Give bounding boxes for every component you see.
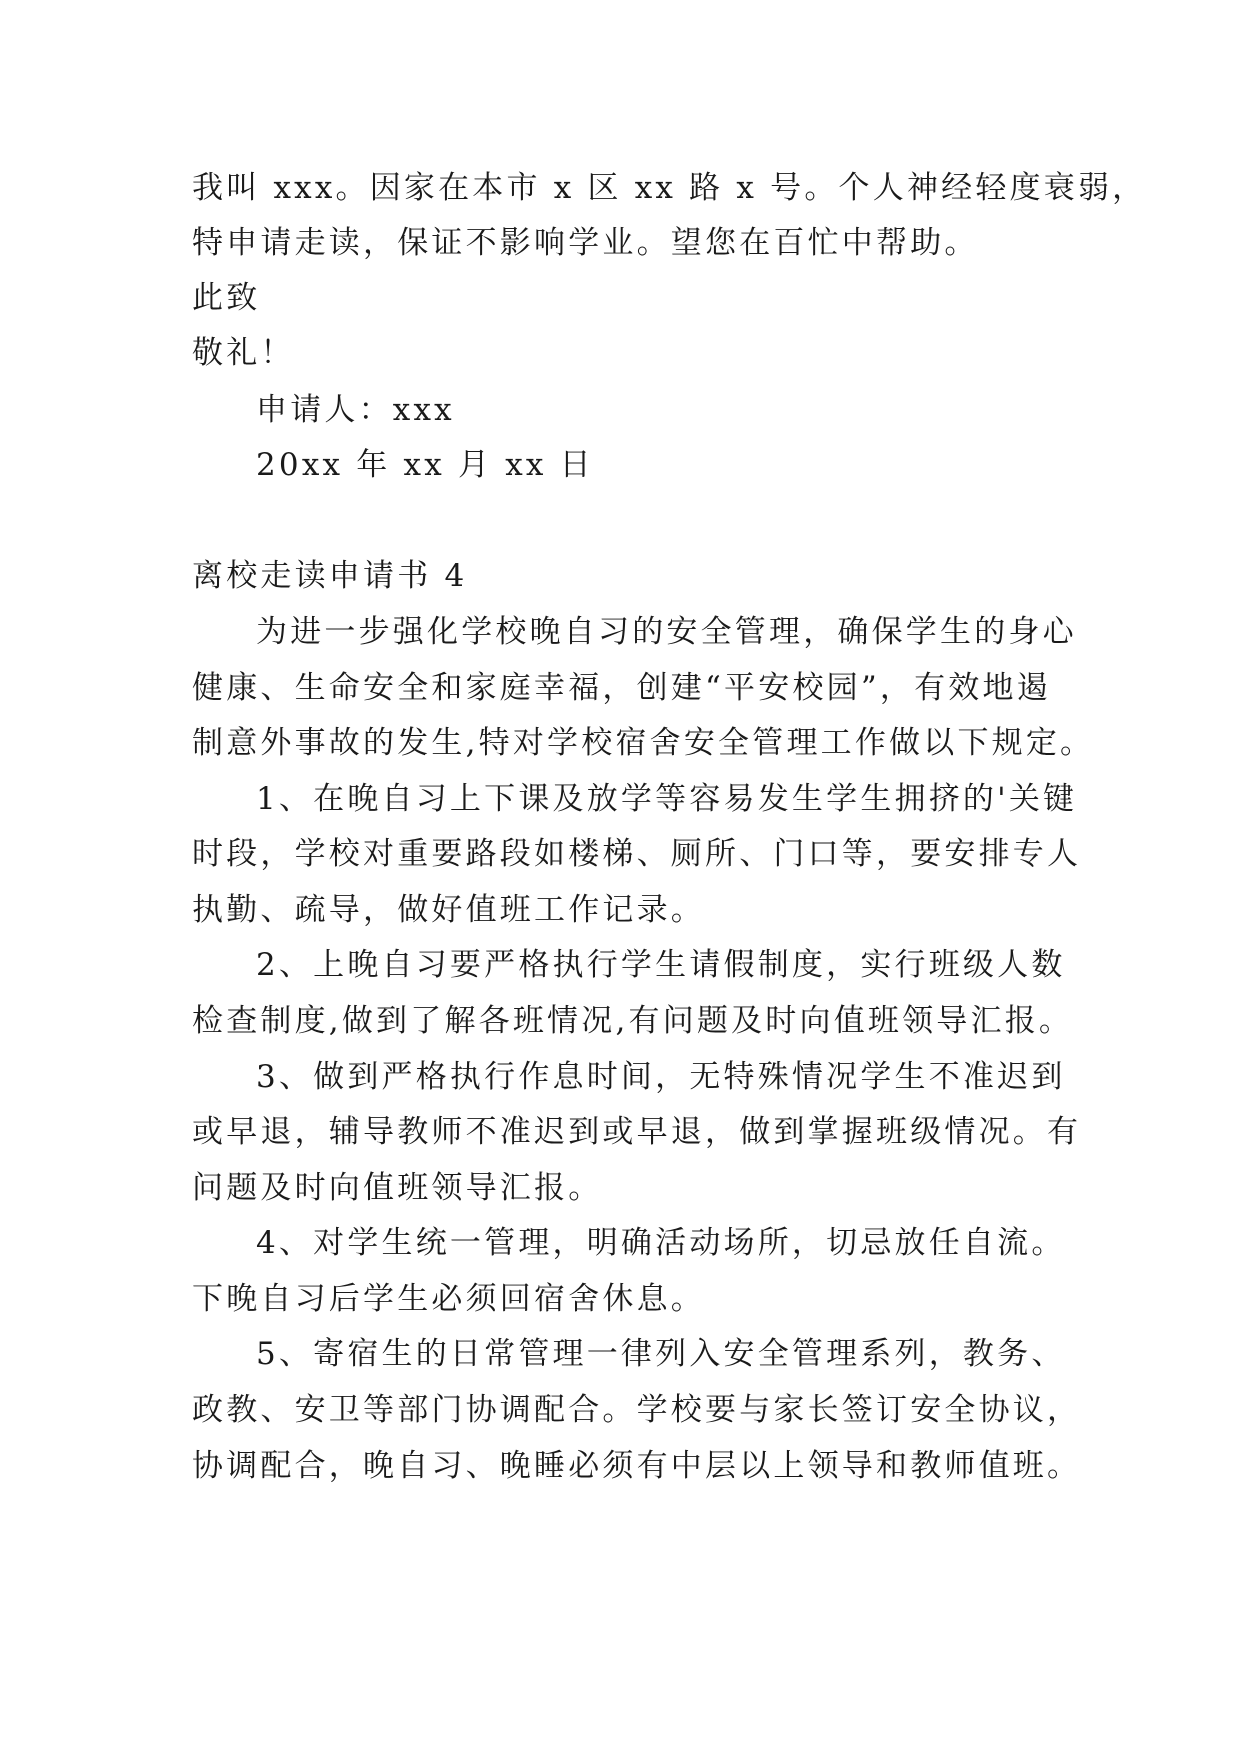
letter-signature: 申请人：xxx	[256, 392, 455, 428]
paragraph-line: 下晚自习后学生必须回宿舍休息。	[192, 1281, 705, 1317]
paragraph-line: 协调配合，晚自习、晚睡必须有中层以上领导和教师值班。	[192, 1448, 1082, 1484]
letter-salutation: 敬礼！	[192, 335, 295, 371]
paragraph-line: 4、对学生统一管理，明确活动场所，切忌放任自流。	[256, 1225, 1066, 1261]
letter-body-line: 特申请走读，保证不影响学业。望您在百忙中帮助。	[192, 225, 979, 261]
section-title: 离校走读申请书 4	[192, 558, 468, 594]
letter-body-line: 我叫 xxx。因家在本市 x 区 xx 路 x 号。个人神经轻度衰弱，	[192, 170, 1147, 206]
paragraph-line: 5、寄宿生的日常管理一律列入安全管理系列，教务、	[256, 1336, 1066, 1372]
paragraph-line: 执勤、疏导，做好值班工作记录。	[192, 892, 705, 928]
paragraph-line: 健康、生命安全和家庭幸福，创建“平安校园”，有效地遏	[192, 670, 1051, 706]
letter-date: 20xx 年 xx 月 xx 日	[256, 447, 594, 483]
paragraph-line: 问题及时向值班领导汇报。	[192, 1170, 603, 1206]
paragraph-line: 检查制度,做到了解各班情况,有问题及时向值班领导汇报。	[192, 1003, 1074, 1039]
paragraph-line: 制意外事故的发生,特对学校宿舍安全管理工作做以下规定。	[192, 725, 1095, 761]
paragraph-line: 2、上晚自习要严格执行学生请假制度，实行班级人数	[256, 947, 1066, 983]
paragraph-line: 时段，学校对重要路段如楼梯、厕所、门口等，要安排专人	[192, 836, 1082, 872]
paragraph-line: 或早退，辅导教师不准迟到或早退，做到掌握班级情况。有	[192, 1114, 1082, 1150]
paragraph-line: 3、做到严格执行作息时间，无特殊情况学生不准迟到	[256, 1059, 1066, 1095]
paragraph-line: 为进一步强化学校晚自习的安全管理，确保学生的身心	[256, 614, 1077, 650]
letter-closing: 此致	[192, 280, 261, 316]
paragraph-line: 1、在晚自习上下课及放学等容易发生学生拥挤的'关键	[256, 781, 1078, 817]
paragraph-line: 政教、安卫等部门协调配合。学校要与家长签订安全协议，	[192, 1392, 1082, 1428]
